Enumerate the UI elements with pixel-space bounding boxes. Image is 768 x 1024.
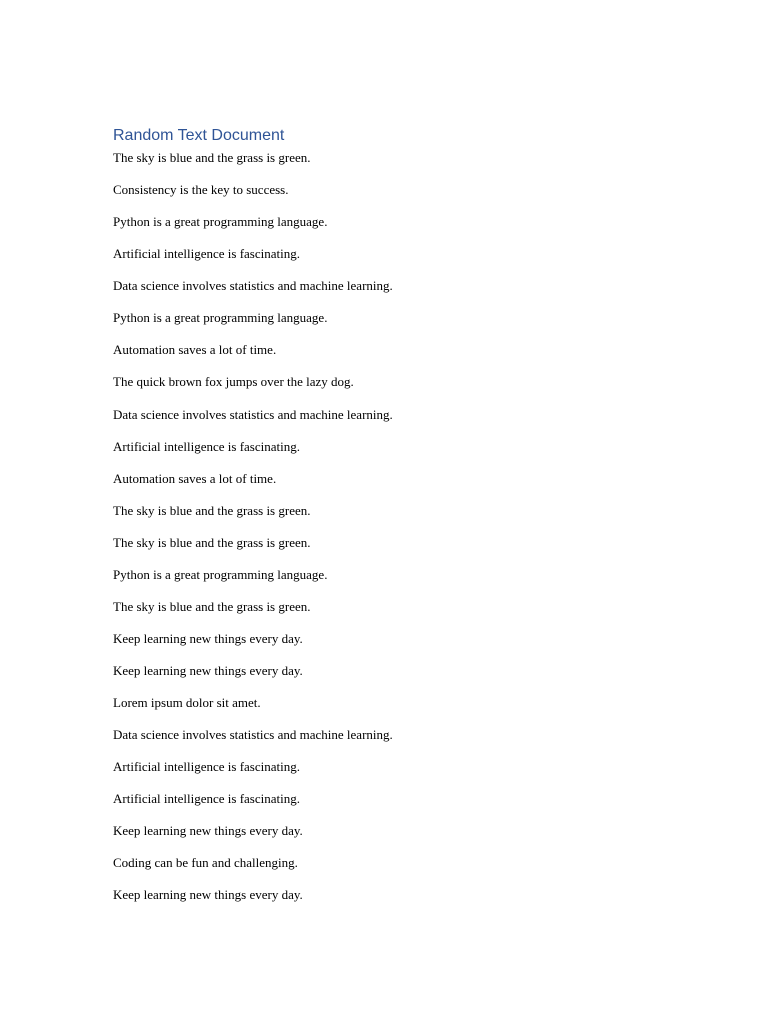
paragraph: Automation saves a lot of time. [113, 470, 277, 486]
paragraph: Keep learning new things every day. [113, 630, 303, 646]
paragraph: Artificial intelligence is fascinating. [113, 791, 300, 807]
paragraph: Coding can be fun and challenging. [113, 855, 298, 871]
paragraph: Keep learning new things every day. [113, 823, 303, 839]
paragraph: The quick brown fox jumps over the lazy dog. [113, 374, 354, 390]
paragraph: Data science involves statistics and machine learning. [113, 278, 393, 294]
paragraph: The sky is blue and the grass is green. [113, 502, 311, 518]
paragraph: Artificial intelligence is fascinating. [113, 759, 300, 775]
paragraph: Artificial intelligence is fascinating. [113, 438, 300, 454]
paragraph: Automation saves a lot of time. [113, 342, 277, 358]
paragraph: Keep learning new things every day. [113, 887, 303, 903]
paragraph: Consistency is the key to success. [113, 182, 289, 198]
paragraph: The sky is blue and the grass is green. [113, 598, 311, 614]
paragraph: Data science involves statistics and machine learning. [113, 406, 393, 422]
paragraph: Python is a great programming language. [113, 310, 328, 326]
paragraph: Python is a great programming language. [113, 214, 328, 230]
paragraph: The sky is blue and the grass is green. [113, 534, 311, 550]
paragraph: The sky is blue and the grass is green. [113, 150, 311, 165]
document-body [113, 124, 673, 918]
paragraph: Artificial intelligence is fascinating. [113, 246, 300, 262]
paragraph: Python is a great programming language. [113, 566, 328, 582]
paragraph-list [113, 148, 673, 918]
paragraph: Lorem ipsum dolor sit amet. [113, 695, 261, 711]
paragraph: Data science involves statistics and machine learning. [113, 727, 393, 743]
document-title: Random Text Document [113, 127, 285, 144]
paragraph: Keep learning new things every day. [113, 663, 303, 678]
